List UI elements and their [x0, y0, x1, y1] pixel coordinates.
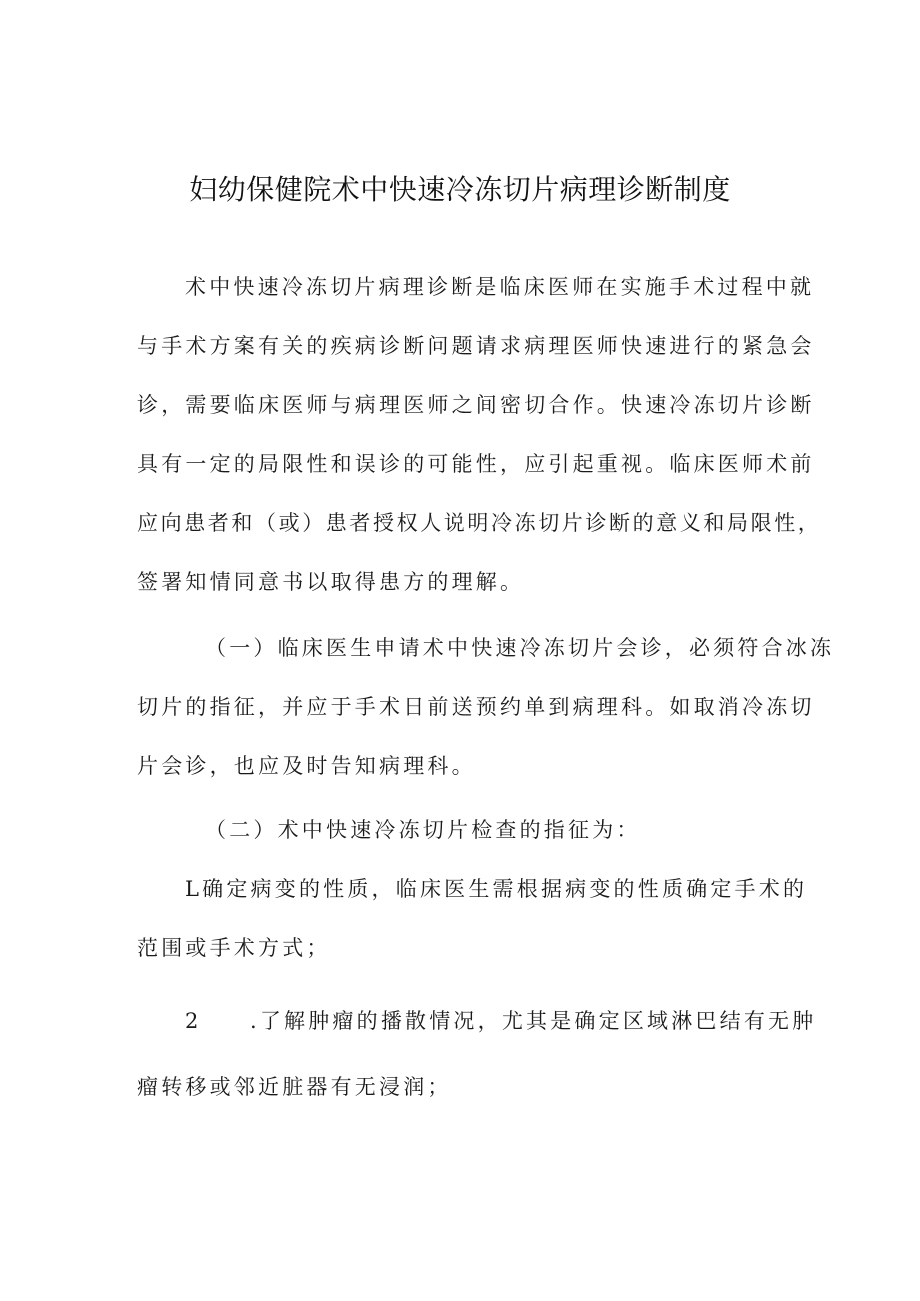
paragraph-4-line-2: 范围或手术方式；	[137, 936, 331, 960]
paragraph-1-line-4: 具有一定的局限性和误诊的可能性，应引起重视。临床医师术前	[137, 452, 815, 476]
paragraph-1-line-1: 术中快速冷冻切片病理诊断是临床医师在实施手术过程中就	[185, 275, 815, 299]
paragraph-1-line-6: 签署知情同意书以取得患方的理解。	[137, 570, 525, 594]
paragraph-2-line-3: 片会诊，也应及时告知病理科。	[137, 754, 476, 778]
paragraph-2-line-2: 切片的指征，并应于手术日前送预约单到病理科。如取消冷冻切	[137, 695, 815, 719]
paragraph-5-line-1: 2 .了解肿瘤的播散情况，尤其是确定区域淋巴结有无肿	[185, 1009, 817, 1033]
paragraph-1-line-3: 诊，需要临床医师与病理医师之间密切合作。快速冷冻切片诊断	[137, 393, 815, 417]
paragraph-2-line-1: （一）临床医生申请术中快速冷冻切片会诊，必须符合冰冻	[205, 636, 835, 660]
paragraph-3-line-1: （二）术中快速冷冻切片检查的指征为：	[205, 818, 641, 842]
paragraph-4-line-1: L确定病变的性质，临床医生需根据病变的性质确定手术的	[185, 877, 808, 901]
paragraph-1-line-2: 与手术方案有关的疾病诊断问题请求病理医师快速进行的紧急会	[137, 334, 815, 358]
paragraph-5-line-2: 瘤转移或邻近脏器有无浸润；	[137, 1075, 452, 1099]
paragraph-1-line-5: 应向患者和（或）患者授权人说明冷冻切片诊断的意义和局限性，	[137, 511, 822, 535]
document-title: 妇幼保健院术中快速冷冻切片病理诊断制度	[189, 173, 731, 206]
